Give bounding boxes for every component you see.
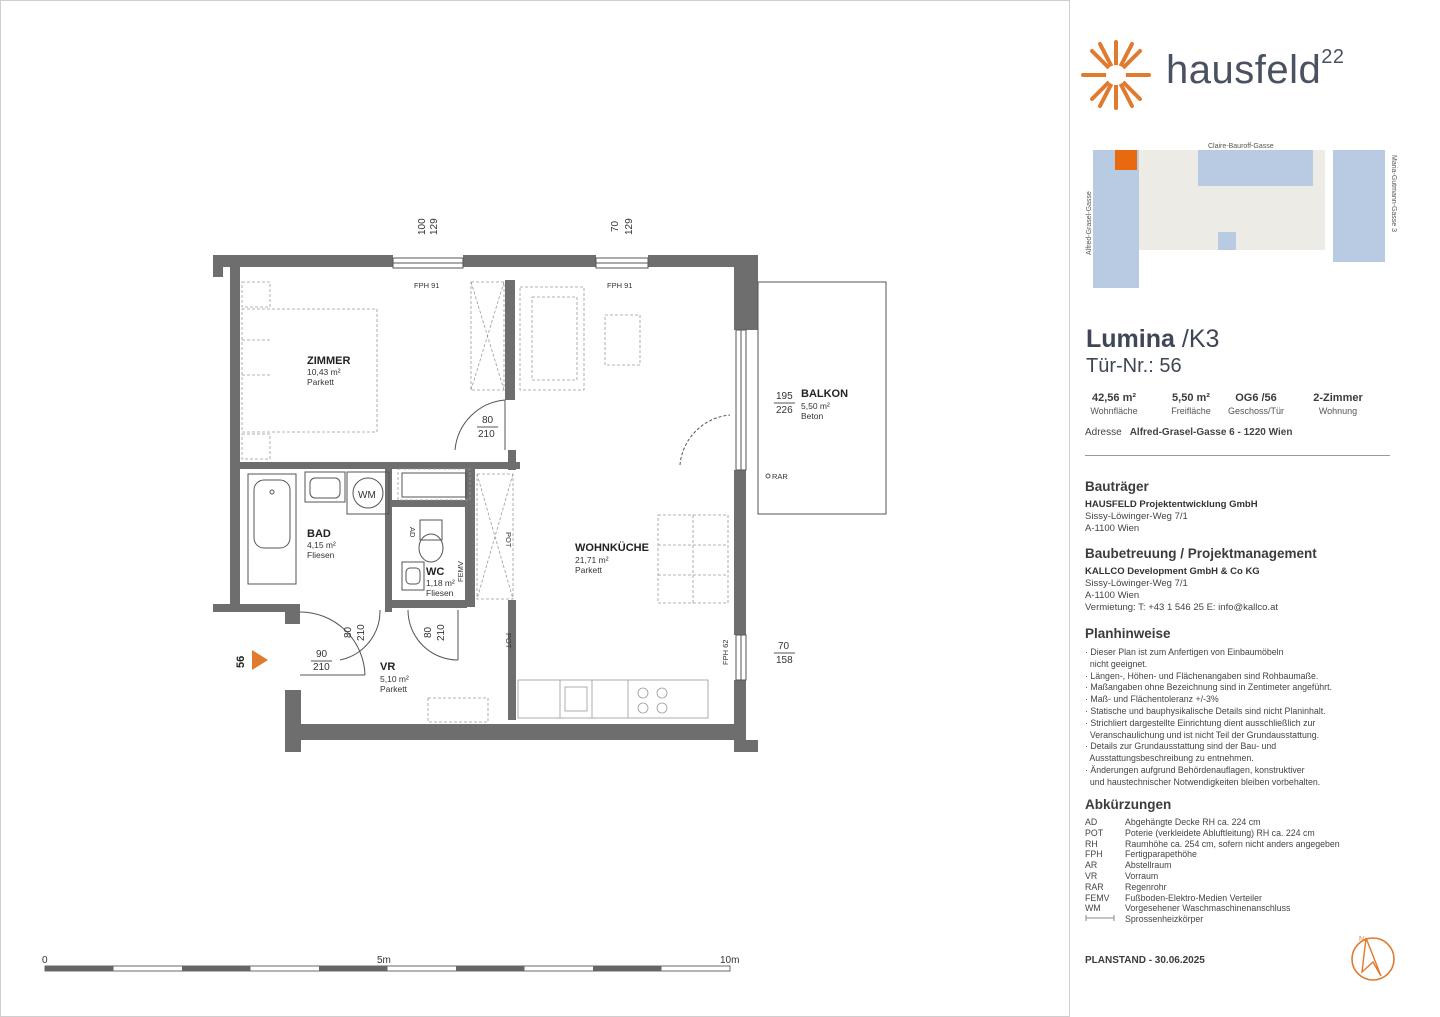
entry-arrow-icon	[252, 650, 268, 670]
abbr-key: WM	[1085, 903, 1101, 914]
door-value: 56	[1159, 355, 1182, 377]
room-name-vr: VR	[380, 661, 396, 673]
bautraeger-street: Sissy-Löwinger-Weg 7/1	[1085, 511, 1188, 522]
wc-door-height: 210	[436, 624, 447, 641]
street-label-alfred-grasel: Alfred-Grasel-Gasse	[1086, 191, 1093, 255]
rar-marker	[766, 474, 770, 478]
room-area-bad: 4,15 m²	[307, 540, 336, 550]
street-label-maria-gutmann: Maria-Gutmann-Gasse 3	[1390, 155, 1397, 233]
room-floor-zimmer: Parkett	[307, 377, 334, 387]
brand-wordmark	[1166, 45, 1345, 93]
brand-name: hausfeld	[1166, 48, 1322, 92]
abbr-value: Sprossenheizkörper	[1125, 914, 1204, 925]
room-name-wc: WC	[426, 566, 445, 578]
abbr-row	[1085, 849, 1340, 860]
abbr-value: Raumhöhe ca. 254 cm, sofern nicht anders angegeben	[1125, 838, 1340, 849]
room-floor-wohnkueche: Parkett	[575, 565, 602, 575]
abbr-key: AD	[1085, 817, 1098, 827]
scale-bar	[42, 955, 739, 971]
abbr-row	[1085, 839, 1340, 850]
window1-height: 129	[429, 218, 440, 235]
note-line: · Statische und bauphysikalische Details sind nicht Planinhalt.	[1085, 705, 1326, 716]
room-area-vr: 5,10 m²	[380, 674, 409, 684]
site-plan	[1083, 140, 1398, 290]
abbr-row	[1085, 893, 1340, 904]
note-line: · Strichliert dargestellte Einrichtung dient ausschließlich zur	[1085, 717, 1316, 728]
abbr-row	[1085, 817, 1340, 828]
stat-value: 5,50 m²	[1172, 392, 1210, 404]
balkon-door-width: 195	[776, 391, 793, 402]
stat-label: Wohnung	[1318, 406, 1358, 416]
window2-height: 129	[624, 218, 635, 235]
baubetreuung-contact: Vermietung: T: +43 1 546 25 E: info@kallco.at	[1085, 602, 1278, 613]
abbr-value: Abgehängte Decke RH ca. 224 cm	[1125, 817, 1261, 827]
room-area-wohnkueche: 21,71 m²	[575, 555, 609, 565]
baubetreuung-heading: Baubetreuung / Projektmanagement	[1085, 546, 1317, 561]
stat-label: Geschoss/Tür	[1227, 406, 1285, 416]
door-label: Tür-Nr.:	[1086, 355, 1154, 377]
abbr-row	[1085, 860, 1340, 871]
abbr-key: VR	[1085, 870, 1098, 881]
abbr-key: RH	[1085, 838, 1098, 849]
abbr-row	[1085, 871, 1340, 882]
address-label: Adresse	[1085, 427, 1122, 438]
fph-label-2: FPH 91	[607, 281, 633, 290]
note-line: · Längen-, Höhen- und Flächenangaben sind Rohbaumaße.	[1085, 670, 1319, 681]
fph-label-1: FPH 91	[414, 281, 440, 290]
stat-zimmer	[1298, 392, 1378, 416]
window1-width: 100	[417, 218, 428, 235]
room-name-zimmer: ZIMMER	[307, 355, 351, 367]
stat-label: Freifläche	[1171, 406, 1211, 416]
planhinweise-heading: Planhinweise	[1085, 626, 1171, 641]
window2-width: 70	[610, 220, 621, 232]
wc-door-width: 80	[423, 626, 434, 638]
planstand: PLANSTAND - 30.06.2025	[1085, 955, 1205, 966]
room-floor-bad: Fliesen	[307, 550, 335, 560]
planhinweise-list	[1085, 647, 1395, 789]
door-zimmer-width: 80	[482, 415, 494, 426]
brand-logo-icon	[1080, 38, 1152, 112]
project-title: Lumina /K3	[1086, 325, 1220, 353]
stat-geschoss	[1216, 392, 1296, 416]
abbr-value: Regenrohr	[1125, 881, 1167, 892]
abbr-key: FPH	[1085, 849, 1103, 860]
street-label-claire-bauroff: Claire-Bauroff-Gasse	[1208, 143, 1274, 150]
page-border	[1, 1, 1070, 1017]
abbr-row	[1085, 914, 1340, 925]
wm-label: WM	[358, 490, 376, 501]
room-area-wc: 1,18 m²	[426, 578, 455, 588]
note-line: Ausstattungsbeschreibung zu entnehmen.	[1085, 753, 1254, 764]
note-line: nicht geeignet.	[1085, 658, 1148, 669]
radiator-symbol-icon	[1085, 914, 1125, 925]
abbr-value: Abstellraum	[1125, 860, 1172, 871]
bautraeger-company: HAUSFELD Projektentwicklung GmbH	[1085, 499, 1258, 510]
abbr-row	[1085, 903, 1340, 914]
project-name: Lumina	[1086, 325, 1175, 353]
note-line: · Maß- und Flächentoleranz +/-3%	[1085, 694, 1219, 705]
femv-label: FEMV	[456, 561, 465, 582]
abbr-value: Vorgesehener Waschmaschinenanschluss	[1125, 903, 1291, 914]
window3-width: 70	[778, 641, 790, 652]
room-floor-vr: Parkett	[380, 684, 407, 694]
fph-label-3: FPH 62	[721, 639, 730, 665]
abbr-value: Fußboden-Elektro-Medien Verteiler	[1125, 892, 1262, 903]
entry-door-width: 90	[316, 649, 328, 660]
door-zimmer-height: 210	[478, 429, 495, 440]
note-line: · Dieser Plan ist zum Anfertigen von Einbaumöbeln	[1085, 647, 1284, 657]
baubetreuung-street: Sissy-Löwinger-Weg 7/1	[1085, 578, 1188, 589]
abbr-key: AR	[1085, 860, 1098, 871]
abbr-value: Fertigparapethöhe	[1125, 849, 1197, 860]
note-line: · Details zur Grundausstattung sind der Bau- und	[1085, 741, 1277, 752]
stat-wohnflaeche	[1074, 392, 1154, 416]
door-number	[1086, 355, 1182, 378]
abbr-key: POT	[1085, 827, 1104, 838]
pot-label-2: POT	[504, 633, 513, 649]
baubetreuung-city: A-1100 Wien	[1085, 590, 1140, 601]
room-floor-balkon: Beton	[801, 411, 824, 421]
furniture	[242, 282, 728, 722]
scale-label-0: 0	[42, 955, 48, 966]
abbr-row	[1085, 828, 1340, 839]
abbr-key: FEMV	[1085, 892, 1110, 903]
room-name-balkon: BALKON	[801, 388, 849, 400]
note-line: · Änderungen aufgrund Behördenauflagen, konstruktiver	[1085, 764, 1305, 775]
note-line: Veranschaulichung und ist nicht Teil der Grundausstattung.	[1085, 729, 1320, 740]
bautraeger-heading: Bauträger	[1085, 479, 1149, 494]
rar-label: RAR	[772, 472, 788, 481]
room-area-balkon: 5,50 m²	[801, 401, 830, 411]
note-line: und haustechnischer Notwendigkeiten bleiben vorbehalten.	[1085, 776, 1321, 787]
entry-door-height: 210	[313, 662, 330, 673]
ad-label: AD	[408, 527, 417, 538]
project-subtitle: K3	[1188, 325, 1220, 353]
stat-value: OG6 /56	[1235, 392, 1277, 404]
address-value: Alfred-Grasel-Gasse 6 - 1220 Wien	[1129, 427, 1293, 438]
room-floor-wc: Fliesen	[426, 588, 454, 598]
bad-door-height: 210	[356, 624, 367, 641]
svg-text:N: N	[1359, 936, 1365, 943]
stat-label: Wohnfläche	[1090, 406, 1138, 416]
unit-location-marker	[1115, 150, 1137, 170]
room-area-zimmer: 10,43 m²	[307, 367, 341, 377]
baubetreuung-block	[1085, 566, 1278, 614]
abbr-row	[1085, 882, 1340, 893]
bad-door-width: 80	[343, 626, 354, 638]
scale-label-5m: 5m	[377, 955, 391, 966]
bautraeger-city: A-1100 Wien	[1085, 523, 1140, 534]
address	[1085, 427, 1292, 438]
room-name-bad: BAD	[307, 528, 331, 540]
abkuerzungen-list	[1085, 817, 1340, 925]
compass-icon	[1348, 932, 1398, 982]
stat-value: 42,56 m²	[1091, 392, 1137, 404]
room-name-wohnkueche: WOHNKÜCHE	[575, 542, 649, 554]
divider	[1085, 455, 1390, 456]
scale-label-10m: 10m	[720, 955, 740, 966]
abbr-value: Poterie (verkleidete Abluftleitung) RH ca. 224 cm	[1125, 827, 1315, 838]
stat-value: 2-Zimmer	[1313, 392, 1363, 404]
unit-number-label: 56	[235, 655, 247, 668]
abbr-value: Vorraum	[1125, 870, 1159, 881]
abbr-key: RAR	[1085, 881, 1104, 892]
abkuerzungen-heading: Abkürzungen	[1085, 797, 1172, 812]
pot-label-1: POT	[504, 532, 513, 548]
balkon-door-height: 226	[776, 405, 793, 416]
brand-number: 22	[1321, 45, 1345, 68]
bautraeger-block	[1085, 499, 1258, 535]
baubetreuung-company: KALLCO Development GmbH & Co KG	[1085, 566, 1260, 577]
note-line: · Maßangaben ohne Bezeichnung sind in Zentimeter angeführt.	[1085, 682, 1332, 693]
window3-height: 158	[776, 655, 793, 666]
